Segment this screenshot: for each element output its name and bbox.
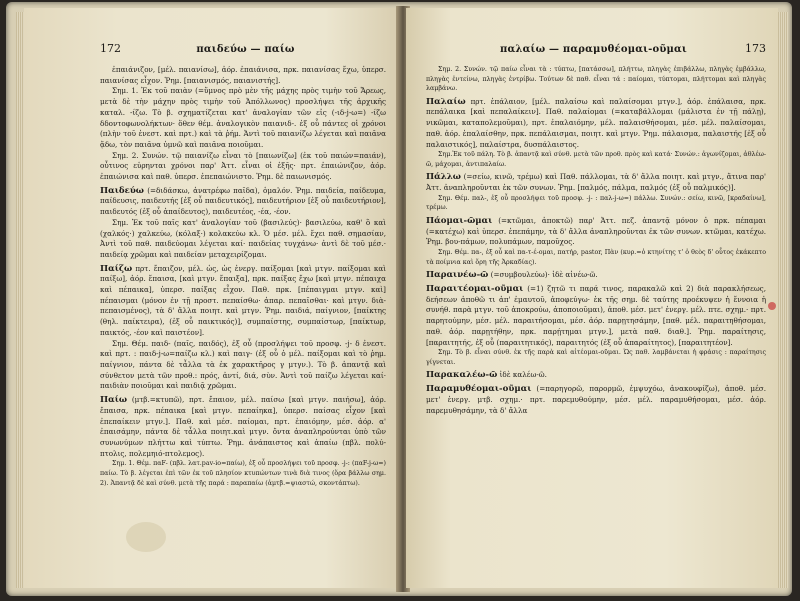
dictionary-entry	[426, 370, 766, 381]
right-page-header	[426, 42, 766, 55]
running-head: παλαίω — παραμυθέομαι-οῦμαι	[500, 44, 687, 55]
entry-text: (=παρηγορῶ, παρορμῶ, ἐμψυχόω, ἀνακουφίζω), ἀποθ. μέσ. μετ' ἐνεργ. μτβ. σχημ.· πρτ. παρεμυθούμην, μέσ. μέλ. παραμυθήσομαι, μέσ. ἀόρ. παρεμυθησάμην, τὰ δ' ἄλλα	[426, 384, 766, 415]
dictionary-entry	[426, 270, 766, 281]
left-page-body	[100, 65, 386, 488]
dictionary-entry	[100, 395, 386, 459]
entry-text: (=διδάσκω, ἀνατρέφω παῖδα), ὁμαλόν. Ῥημ. παιδεία, παίδευμα, παίδευσις, παιδευτής [ἐξ οὗ παιδευτικός], παιδευτήριον [ἐξ οὗ παιδευτήριον], παιδευτός (ἐξ οὗ ἀπαίδευτος), παιδευτέος, -έα, -έον.	[100, 185, 386, 217]
entry-text: πρτ. ἔπαιζον, μέλ. ὡς, ὡς ἐνεργ. παίξομαι [καὶ μτγν. παίξομαι καὶ παίξω], ἀόρ. ἔπαισα, [καὶ μτγν. ἔπαιξα], πρκ. παίξας ἔχω [καὶ μτγν. πέπαιχα καὶ πέπαικα], ὑπερσ. παίξας εἶχον. Παθ. πρκ. [πέπαιγμαι μτγν. καὶ] πέπαισμαι (μόνον ἐν τῇ προστ. πεπαίσθω· ἀπαρ. πεπαῖσθαι· καὶ μτγν. διὰ-πεπαισμένος), τὰ δ' ἄλλα ποιητ. καὶ μτγν. Ῥημ. παιδιά, παίγνιον, [παίκτης (θηλ. παίκτειρα), (ἐξ οὗ παικτικός)], συμπαίστης, συμπαίστωρ, [παίκτωρ, παικτός, -έον καὶ παιστέον].	[100, 263, 386, 337]
entry-text: (=1) ζητῶ τι παρά τινος, παρακαλῶ καὶ 2) διὰ παρακλήσεως, δεήσεων ἀποθῶ τι ἀπ' ἐμαυτοῦ, ἀποφεύγω· ἐκ τῆς σημ. δὲ ταύτης προέκυψεν ἡ ἔννοια ἡ συνήθ. παρὰ μτγν. τοῦ ἀποκρούω, ἀποποιοῦμαι), ἀποθ. μέσ. μετ' ἐνεργ. μέλ. πτε. σχημ.· πρτ. παρητούμην, μέσ. μέλ. παραιτήσομαι, μέσ. ἀόρ. παρῃτησάμην, [παθ. μέλ. παραιτηθήσομαι, παθ. ἀόρ. παρῃτήθην, πρκ. παρῄτημαι μτγν.], μετὰ παθ. διαθ.]. Ῥημ. παραίτησις, [παραιτητής, ἐξ οὗ (παραιτητικός), παραιτητός (ἐξ οὗ ἀπαραίτητος), [παραιτητέον].	[426, 284, 766, 347]
small-note: ἐπαιάνιζον, [μέλ. παιανίσω], ἀόρ. ἐπαιάνισα, πρκ. παιανίσας ἔχω, ὑπερσ. παιανίσας εἶχον. Ῥημ. [παιανισμός, παιανιστής].	[100, 65, 386, 85]
entry-lemma: Παίω	[100, 395, 128, 406]
small-note: Σημ.Ἐκ τοῦ πάλη. Τὸ β. ἀπαντᾷ καὶ σύνθ. μετὰ τῶν προθ. πρὸς καὶ κατά· Συνών.: ἀγωνίζομαι, ἀθλέω-ῶ, μάχομαι, ἀντιπαλαίω.	[426, 151, 766, 168]
left-page-header	[100, 42, 386, 55]
open-book	[6, 2, 792, 596]
entry-note: Σημ. 2. Συνών. τῷ παιανίζω εἶναι τὸ [παιωνίζω] (ἐκ τοῦ παιών=παιάν), οὗτινος εὑρηνται χρόνοι παρ' Ἀττ. εἶναι οἱ ἑξῆς· πρτ. ἐπαιώνιζον, ἀόρ. ἐπαιώνισα καὶ παθ. ὑπερσ. ἐπεπαιώνιστο. Ῥημ. δὲ παιωνισμός.	[100, 150, 386, 182]
entry-text: ἰδὲ καλέω-ῶ.	[499, 370, 547, 380]
entry-note: Σημ. Ἐκ τοῦ παῖς κατ' ἀναλογίαν τοῦ (βασιλεύς)· βασιλεύω, καθ' ὃ καὶ (χαλκός·) χαλκεύω, (κόλαξ·) κολακεύω κλ. Ὁ μέσ. μέλ. ἔχει παθ. σημασίαν, Ἀντὶ τοῦ παθ. παιδεύομαι λέγεται καί· παιδείας τυγχάνω· ἀντὶ δὲ τοῦ μέσ.· παιδείᾳ χρῶμαι καὶ παιδείαν μεταχειρίζομαι.	[100, 217, 386, 259]
right-page-body	[426, 65, 766, 416]
small-note: Σημ. Θέμ. πα-, ἐξ οὗ καὶ πα-τ-έ-ομαι, πατήρ, pastor, Πὰν (κυρ.=ὁ κτηνίτης τ' ὁ θεὸς δ' οὗτος ἐκάκεπτο τὰ ποίμνια καὶ ὄρη τῆς Ἀρκαδίας).	[426, 249, 766, 266]
page-number: 173	[744, 42, 766, 55]
small-note: Σημ. Τὸ β. εἶναι σύνθ. ἐκ τῆς παρὰ καὶ αἰτέομαι-οῦμαι. Ὡς παθ. λαμβάνεται ἡ φράσις : παραίτησις γίγνεται.	[426, 349, 766, 366]
entry-lemma: Παραιτέομαι-οῦμαι	[426, 284, 524, 295]
entry-lemma: Πάομαι-ῶμαι	[426, 216, 493, 227]
entry-text: (μτβ.=κτυπῶ), πρτ. ἔπαιον, μέλ. παίσω [καὶ μτγν. παιήσω], ἀόρ. ἔπαισα, πρκ. πέπαικα [καὶ μτγν. πεπαίηκα], ὑπερσ. παίσας εἶχον [καὶ ἐπεπαίκειν μτγν.]. Παθ. καὶ μέσ. παίομαι, πρτ. ἐπαιόμην, μέσ. ἀόρ. α' ἐπαισάμην, πάντα δὲ τἆλλα ποιητ.καὶ μτγν. ὄντα ἀναπληρούνται ὑπὸ τῶν συνωνύμων πλήττω καὶ τύπτω. Ῥημ. ἀνάπαιστος καὶ ἀπαίω (πβλ. πολύ-πτολις, πολεμηιό-πτολεμος).	[100, 395, 386, 458]
right-page	[406, 8, 778, 588]
entry-lemma: Παραμυθέομαι-οῦμαι	[426, 384, 532, 395]
small-note: Σημ. 1. Θέμ. παF- (πβλ. λατ.pav-io=παίω), ἐξ οὗ προσλήψει τοῦ προσφ. -j-: (παF-j-ω=) παίω. Τὸ β. λέγεται ἐπὶ τῶν ἐκ τοῦ πλησίον κτυπώντων τινὰ διὰ τινος (ὅρα βάλλω σημ. 2). Ἀπαντᾷ δὲ καὶ σύνθ. μετὰ τῆς παρά : παραπαίω (ἀμτβ.=ψιαστώ, σκοντάπτω).	[100, 460, 386, 487]
dictionary-entry	[426, 284, 766, 348]
page-number: 172	[100, 42, 121, 55]
dictionary-entry	[426, 216, 766, 248]
left-page-edges	[16, 12, 24, 588]
entry-lemma: Πάλλω	[426, 172, 461, 183]
dictionary-entry	[426, 97, 766, 151]
running-head: παιδεύω — παίω	[196, 44, 295, 55]
entry-text: (=κτῶμαι, ἀποκτῶ) παρ' Ἀττ. πεζ. ἀπαντᾷ μόνον ὁ πρκ. πέπαμαι (=κατέχω) καὶ ὑπερσ. ἐπεπάμην, τὰ δ' ἄλλα ἀναπληροῦνται ἐκ τῶν συνων. κτῶμαι, κατέχω. Ῥημ. βου-πάμων, πολυπάμων, παμοῦχος.	[426, 216, 766, 247]
left-page	[24, 8, 400, 588]
entry-text: πρτ. ἐπάλαιον, [μέλ. παλαίσω καὶ παλαίσομαι μτγν.], ἀόρ. ἐπάλαισα, πρκ. πεπάλαικα [καὶ πεπαλαίκειν]. Παθ. παλαίομαι (=καταβάλλομαι (μάλιστα ἐν τῇ πάλῃ), νικῶμαι, καταπολεμοῦμαι), πρτ. ἐπαλαιόμην, μέλ. παλαισθήσομαι, μέσ. μέλ. παλαίσομαι, παθ. ἀόρ. ἐπαλαίσθην, πρκ. πεπάλαισμαι, ποιητ. καὶ μτγν. Ῥημ. πάλαισμα, παλαιστής [ἐξ οὗ παλαιστικός], παλαίστρα, δυσπάλαιστος.	[426, 96, 766, 149]
dictionary-entry	[100, 264, 386, 339]
entry-text: (=συμβουλεύω)· ἰδὲ αἰνέω-ῶ.	[490, 270, 598, 280]
entry-lemma: Παιδεύω	[100, 185, 144, 196]
entry-note: Σημ. 1. Ἐκ τοῦ παιὰν (=ὕμνος πρὸ μὲν τῆς μάχης πρὸς τιμὴν τοῦ Ἄρεως, μετὰ δὲ τὴν μάχην πρὸς τιμὴν τοῦ Ἀπόλλωνος) προσλήψει τῆς ἀρχικῆς καταλ. -ίζω. Τὸ β. σχηματίζεται κατ' ἀναλογίαν τῶν εἰς (-ιδ-j-ω=) -ίζω δδοντοφωνολήκτων· ὅθεν θέμ. ἀναλογικὸν παιανιδ-. ἐξ οὗ πάντες οἱ χρόνοι (πλὴν τοῦ ἐνεστ. καὶ πρτ.) καὶ τὰ ῥήμ. Ἀντὶ τοῦ παιανίζω λέγεται καὶ παιᾶνα ᾄδω, τὸν παιᾶνα ὑμνῶ καὶ παιᾶνα ποιοῦμαι.	[100, 86, 386, 149]
dictionary-entry	[426, 172, 766, 193]
entry-lemma: Παλαίω	[426, 96, 466, 107]
entry-lemma: Παίζω	[100, 263, 133, 274]
small-note: Σημ. Θέμ. παλ-, ἐξ οὗ προσλήψει τοῦ προσφ. -j- : παλ-j-ω=) πάλλω. Συνών.: σείω, κινῶ, [κραδαίνω], τρέμω.	[426, 194, 766, 212]
dictionary-entry	[100, 186, 386, 218]
entry-lemma: Παραινέω-ῶ	[426, 270, 489, 281]
entry-note: Σημ. Θέμ. παιδ- (παῖς, παιδός), ἐξ οὗ (προσλήψει τοῦ προσφ. -j- δ ἐνεστ. καὶ πρτ. : παιδ-j-ω=παίζω κλ.) καὶ παιγ- (ἐξ οὗ ὁ μέλ. παίξομαι καὶ τὸ ῥημ. παίγνιον, πάντα δὲ τἆλλα τὰ ἐκ χαρακτῆρος γ μτγν.). Τὸ β. ἀπαντᾷ καὶ σύνθετον μετὰ τῶν προθ.: πρός, ἀντί, διά, σὺν. Ἀντὶ τοῦ παίζω λέγεται καί· παιδιὰν ποιοῦμαι καὶ παιδιᾷ χρῶμαι.	[100, 338, 386, 391]
right-page-edges	[778, 12, 788, 588]
entry-lemma: Παρακαλέω-ῶ	[426, 370, 498, 381]
entry-text: (=σείω, κινῶ, τρέμω) καὶ Παθ. πάλλομαι, τὰ δ' ἄλλα ποιητ. καὶ μτγν., ἅτινα παρ' Ἀττ. ἀναπληροῦνται ἐκ τῶν συνων. Ῥημ. [παλμός, πάλμα, παλμός (ἐξ οὗ παλμικός)].	[426, 172, 766, 193]
small-note: Σημ. 2. Συνών. τῷ παίω εἶναι τὰ : τύπτω, [πατάσσω], πλήττω, πληγὰς ἐπιβάλλω, πληγὰς ἐμβάλλω, πληγὰς ἐντείνω, πληγὰς ἐντρίβω. Τούτων δὲ παθ. εἶναι τά : παίομαι, τύπτομαι, πλήττομαι καὶ πληγὰς λαμβάνω.	[426, 66, 766, 93]
dictionary-entry	[426, 384, 766, 416]
